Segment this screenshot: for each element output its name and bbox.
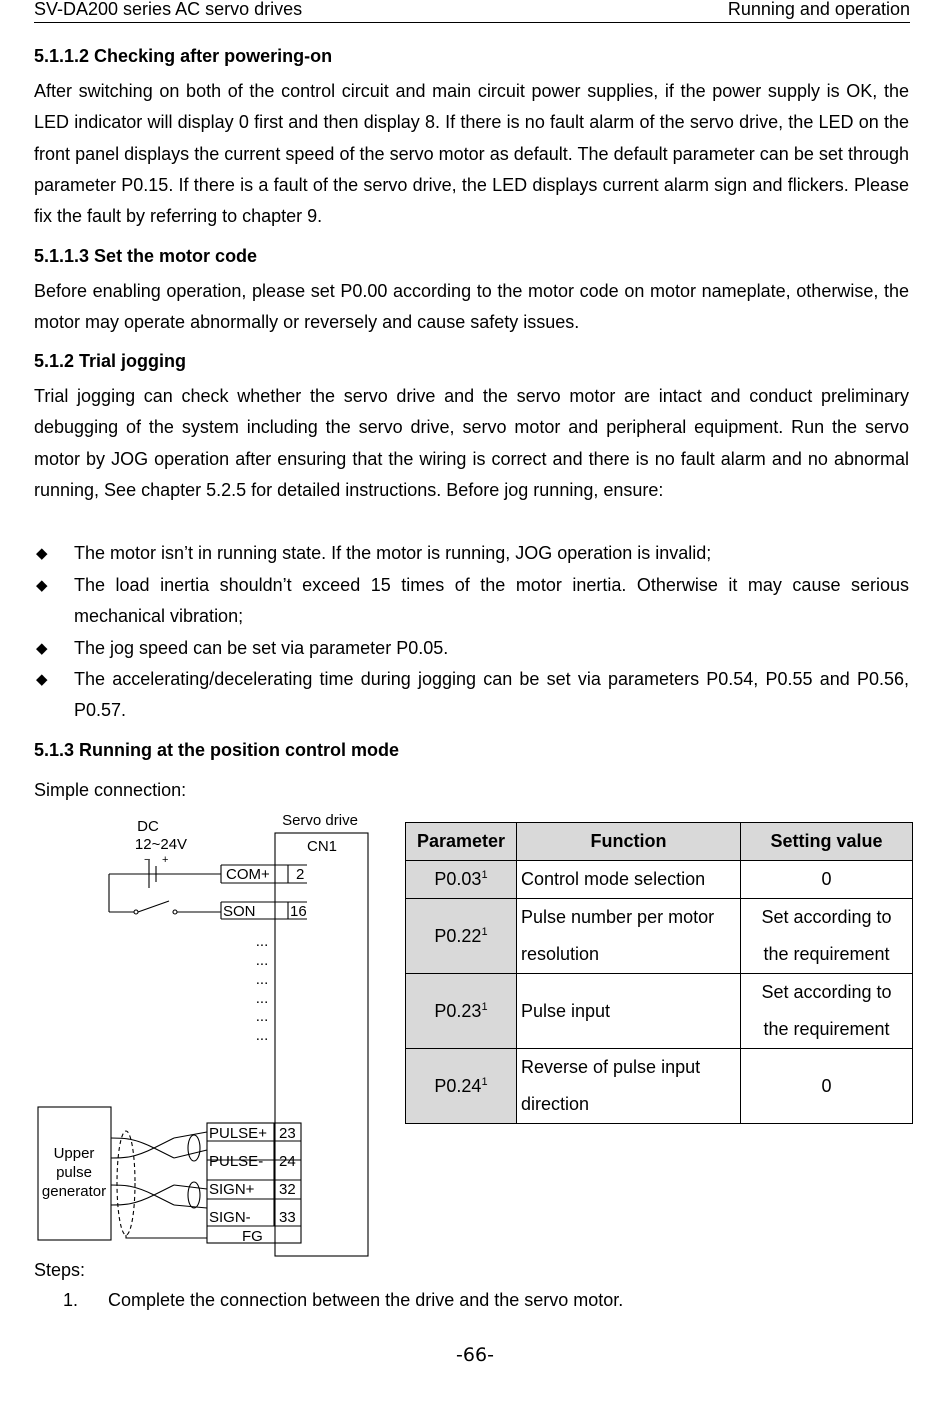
step-text: Complete the connection between the drive and the servo motor. [108,1290,624,1310]
value-cell: 0 [741,861,913,899]
svg-text:...: ... [255,990,269,1007]
paragraph-trial-jogging: Trial jogging can check whether the servo drive and the servo motor are intact and conduct preliminary debugging of the system including the servo drive, servo motor and peripheral equipment. Run the servo motor by JOG operation after ensuring that the wiring is correct and there is no fault alarm and no abnormal running, See chapter 5.2.5 for detailed instructions. Before jog running, ensure: [34,386,909,500]
svg-text:SIGN+: SIGN+ [209,1181,255,1198]
svg-text:pulse: pulse [56,1164,92,1181]
svg-text:PULSE+: PULSE+ [209,1125,267,1142]
svg-text:12~24V: 12~24V [134,836,188,853]
svg-text:SIGN-: SIGN- [209,1209,251,1226]
paragraph-checking-after-powering-on: After switching on both of the control circuit and main circuit power supplies, if the power supply is OK, the LED indicator will display 0 first and then display 8. If there is no fault alarm of the servo drive, the LED on the front panel displays the current speed of the servo motor as default. The default parameter can be set through parameter P0.15. If there is a fault of the servo drive, the LED displays current alarm sign and flickers. Please fix the fault by referring to chapter 9. [34,81,909,227]
header-left: SV-DA200 series AC servo drives [34,0,303,19]
svg-text:Upper: Upper [53,1145,95,1162]
heading-5-1-1-2: 5.1.1.2 Checking after powering-on [34,46,333,66]
svg-text:...: ... [255,1008,269,1025]
step-number: 1. [63,1290,79,1310]
param-cell: P0.23$^1$ [406,974,517,1049]
bullet-text: The jog speed can be set via parameter P0.05. [74,638,449,658]
diamond-bullet-icon: ◆ [36,640,48,657]
svg-text:...: ... [255,1027,269,1044]
param-cell: P0.03$^1$ [406,861,517,899]
paragraph-set-motor-code: Before enabling operation, please set P0.00 according to the motor code on motor nameplate, otherwise, the motor may operate abnormally or reversely and cause safety issues. [34,281,909,333]
svg-text:+: + [162,854,169,866]
running-header [34,0,910,23]
param-cell: P0.22$^1$ [406,899,517,974]
svg-text:2: 2 [296,866,305,883]
heading-5-1-3: 5.1.3 Running at the position control mode [34,740,400,760]
function-cell: Reverse of pulse input direction [517,1049,741,1124]
function-cell: Pulse number per motor resolution [517,899,741,974]
diamond-bullet-icon: ◆ [36,671,48,688]
param-cell: P0.24$^1$ [406,1049,517,1124]
function-cell: Control mode selection [517,861,741,899]
bullet-text: The motor isn’t in running state. If the motor is running, JOG operation is invalid; [74,543,712,563]
value-cell: Set according to the requirement [741,899,913,974]
table-row [406,861,913,899]
heading-5-1-1-3: 5.1.1.3 Set the motor code [34,246,258,266]
svg-text:...: ... [255,952,269,969]
bullet-text: The accelerating/decelerating time during jogging can be set via parameters P0.54, P0.55 and P0.56, P0.57. [74,669,909,721]
svg-text:24: 24 [279,1153,296,1170]
function-cell: Pulse input [517,974,741,1049]
svg-text:COM+: COM+ [226,866,270,883]
svg-text:...: ... [255,933,269,950]
page-number: -66- [456,1344,494,1366]
table-row [406,1049,913,1124]
value-cell: 0 [741,1049,913,1124]
bullet-text: The load inertia shouldn’t exceed 15 times of the motor inertia. Otherwise it may cause serious mechanical vibration; [74,575,909,627]
diamond-bullet-icon: ◆ [36,577,48,594]
value-cell: Set according to the requirement [741,974,913,1049]
column-header: Parameter [406,823,517,861]
position-mode-parameter-table [405,822,913,1124]
svg-text:CN1: CN1 [306,838,338,855]
svg-text:SON: SON [223,903,256,920]
svg-text:PULSE-: PULSE- [209,1153,264,1170]
column-header: Function [517,823,741,861]
svg-text:32: 32 [279,1181,296,1198]
heading-5-1-2: 5.1.2 Trial jogging [34,351,187,371]
header-right: Running and operation [727,0,910,19]
simple-connection-label: Simple connection: [34,780,187,800]
table-row [406,974,913,1049]
svg-text:−: − [144,854,151,866]
svg-text:23: 23 [279,1125,296,1142]
svg-text:DC: DC [137,818,159,835]
wiring-diagram [34,808,374,1260]
column-header: Setting value [741,823,913,861]
svg-text:...: ... [255,971,269,988]
svg-text:33: 33 [279,1209,296,1226]
svg-text:16: 16 [290,903,307,920]
svg-text:generator: generator [41,1183,107,1200]
table-header-row [406,823,913,861]
diamond-bullet-icon: ◆ [36,545,48,562]
steps-label: Steps: [34,1260,86,1280]
table-row [406,899,913,974]
svg-text:FG: FG [242,1228,263,1245]
svg-text:Servo drive: Servo drive [282,812,358,829]
